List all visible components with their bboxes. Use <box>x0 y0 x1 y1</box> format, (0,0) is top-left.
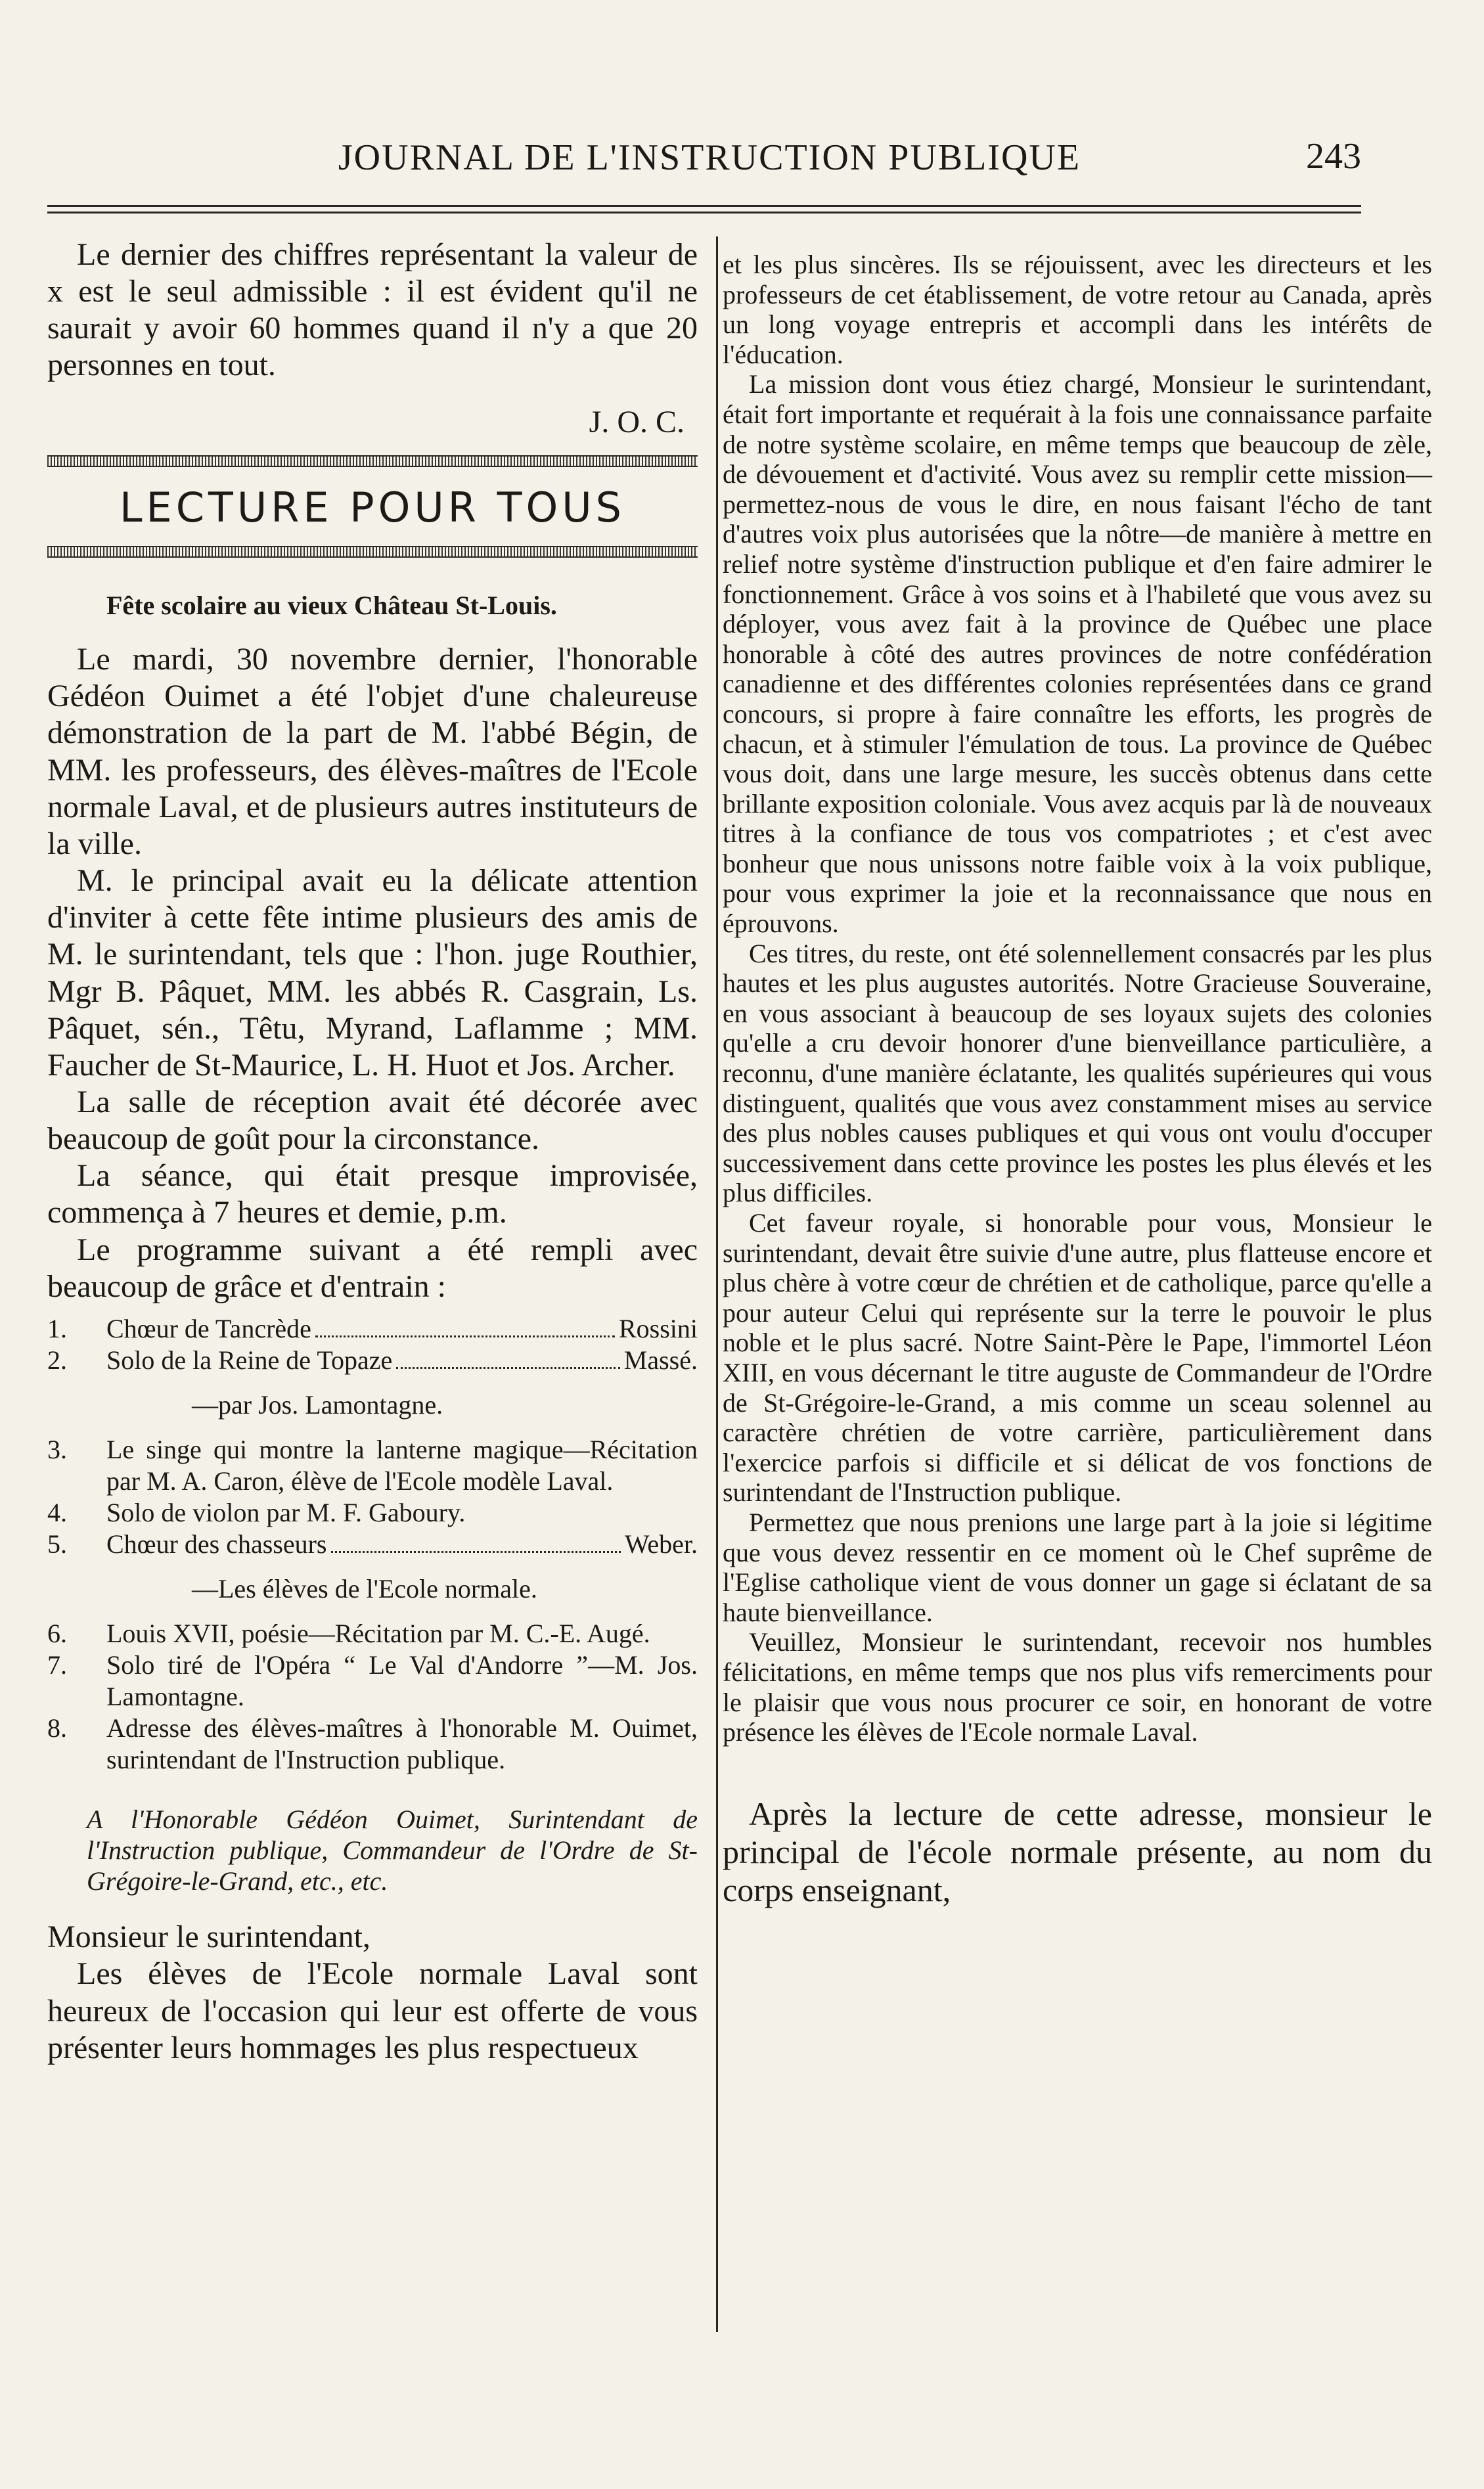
program-item: 3. Le singe qui montre la lanterne magique—Récitation par M. A. Caron, élève de l'Ecole modèle Laval. <box>47 1434 698 1496</box>
section-rule-bottom <box>47 546 698 558</box>
right-column <box>723 250 1432 1909</box>
header-rule <box>47 205 1361 213</box>
page-number: 243 <box>1306 136 1361 177</box>
program-item: 6. Louis XVII, poésie—Récitation par M. C.-E. Augé. <box>47 1618 650 1648</box>
article-paragraph: La salle de réception avait été décorée avec beaucoup de goût pour la circonstance. <box>47 1084 698 1157</box>
address-paragraph: Permettez que nous prenions une large part à la joie si légitime que vous devez ressentir en ce moment où le Chef suprême de l'Eglise catholique vient de vous donner un gage si éclatant de sa haute bienveillance. <box>723 1507 1432 1627</box>
article-paragraph: M. le principal avait eu la délicate attention d'inviter à cette fête intime plusieurs des amis de M. le surintendant, tels que : l'hon. juge Routhier, Mgr B. Pâquet, MM. les abbés R. Casgrain, Ls. Pâquet, sén., Têtu, Myrand, Laflamme ; MM. Faucher de St-Maurice, L. H. Huot et Jos. Archer. <box>47 863 698 1083</box>
section-rule-top <box>47 455 698 467</box>
article-paragraph: Le mardi, 30 novembre dernier, l'honorable Gédéon Ouimet a été l'objet d'une chaleureuse démonstration de la part de M. l'abbé Bégin, de MM. les professeurs, des élèves-maîtres de l'Ecole normale Laval, et de plusieurs autres instituteurs de la ville. <box>47 642 698 861</box>
article-title: Fête scolaire au vieux Château St-Louis. <box>106 591 557 621</box>
column-divider <box>716 236 718 2332</box>
program-item: 8. Adresse des élèves-maîtres à l'honorable M. Ouimet, surintendant de l'Instruction publique. <box>47 1713 698 1774</box>
intro-signature: J. O. C. <box>589 404 685 439</box>
left-column <box>47 236 698 2067</box>
intro-paragraph: Le dernier des chiffres représentant la valeur de x est le seul admissible : il est évident qu'il ne saurait y avoir 60 hommes quand il n'y a que 20 personnes en tout. <box>47 237 698 383</box>
program-list <box>47 1313 698 1776</box>
address-paragraph: Veuillez, Monsieur le surintendant, recevoir nos humbles félicitations, en même temps que nos plus vifs remerciments pour le plaisir que vous nous procurer ce soir, en honorant de votre présence les élèves de l'Ecole normale Laval. <box>723 1627 1432 1747</box>
program-item: 4. Solo de violon par M. F. Gaboury. <box>47 1497 466 1527</box>
program-credit: —Les élèves de l'Ecole normale. <box>192 1573 537 1603</box>
address-paragraph: Ces titres, du reste, ont été solennellement consacrés par les plus hautes et les plus augustes autorités. Notre Gracieuse Souveraine, en vous associant à beaucoup de ses loyaux sujets des colonies qu'elle a cru devoir honorer d'une bienveillance particulière, a reconnu, d'une manière éclatante, les qualités supérieures qui vous distinguent, qualités que vous avez constamment mises au service des plus nobles causes publiques et qui vous ont voulu d'occuper successivement dans cette province les postes les plus élevés et les plus difficiles. <box>723 938 1432 1208</box>
address-dedication: A l'Honorable Gédéon Ouimet, Surintendant de l'Instruction publique, Commandeur de l'Ordre de St-Grégoire-le-Grand, etc., etc. <box>87 1804 698 1896</box>
address-paragraph: et les plus sincères. Ils se réjouissent, avec les directeurs et les professeurs de cet établissement, de votre retour au Canada, après un long voyage entrepris et accompli dans les intérêts de l'éducation. <box>723 250 1432 369</box>
article-paragraph: Le programme suivant a été rempli avec beaucoup de grâce et d'entrain : <box>47 1232 698 1304</box>
program-credit: —par Jos. Lamontagne. <box>192 1389 443 1420</box>
closing-paragraph: Après la lecture de cette adresse, monsieur le principal de l'école normale présente, au nom du corps enseignant, <box>723 1795 1432 1908</box>
running-title: JOURNAL DE L'INSTRUCTION PUBLIQUE <box>338 137 1081 178</box>
address-salutation: Monsieur le surintendant, <box>47 1919 371 1955</box>
program-item: 1. Chœur de Tancrède Rossini <box>47 1313 698 1343</box>
program-item: 5. Chœur des chasseurs Weber. <box>47 1529 698 1559</box>
address-paragraph: Cet faveur royale, si honorable pour vous, Monsieur le surintendant, devait être suivie d'une autre, plus flatteuse encore et plus chère à votre cœur de chrétien et de catholique, parce qu'elle a pour auteur Celui qui représente sur la terre le pouvoir le plus noble et le plus sacré. Notre Saint-Père le Pape, l'immortel Léon XIII, en vous décernant le titre auguste de Commandeur de l'Ordre de St-Grégoire-le-Grand, a mis comme un sceau solennel au caractère chrétien de votre carrière, particulièrement dans l'exercice parfois si difficile et si délicat de vos fonctions de surintendant de l'Instruction publique. <box>723 1208 1432 1508</box>
address-opening: Les élèves de l'Ecole normale Laval sont heureux de l'occasion qui leur est offerte de vous présenter leurs hommages les plus respectueux <box>47 1956 698 2065</box>
section-title: LECTURE POUR TOUS <box>120 483 625 531</box>
program-item: 7. Solo tiré de l'Opéra “ Le Val d'Andorre ”—M. Jos. Lamontagne. <box>47 1649 698 1711</box>
program-item: 2. Solo de la Reine de Topaze Massé. <box>47 1345 698 1375</box>
address-paragraph: La mission dont vous étiez chargé, Monsieur le surintendant, était fort importante et requérait à la fois une connaissance parfaite de notre système scolaire, en même temps que beaucoup de zèle, de dévouement et d'activité. Vous avez su remplir cette mission—permettez-nous de vous le dire, en nous faisant l'écho de tant d'autres voix plus autorisées que la nôtre—de manière à mettre en relief notre système d'instruction publique et d'en faire admirer le fonctionnement. Grâce à vos soins et à l'habileté que vous avez su déployer, vous avez fait à la province de Québec une place honorable à côté des autres provinces de notre confédération canadienne et des différentes colonies représentées dans ce grand concours, si propre à faire connaître les efforts, les progrès de chacun, et à stimuler l'émulation de tous. La province de Québec vous doit, dans une large mesure, les succès obtenus dans cette brillante exposition coloniale. Vous avez acquis par là de nouveaux titres à la confiance de tous vos compatriotes ; et c'est avec bonheur que nous unissons notre faible voix à la voix publique, pour vous exprimer la joie et la reconnaissance que nous en éprouvons. <box>723 369 1432 939</box>
article-paragraph: La séance, qui était presque improvisée, commença à 7 heures et demie, p.m. <box>47 1158 698 1230</box>
